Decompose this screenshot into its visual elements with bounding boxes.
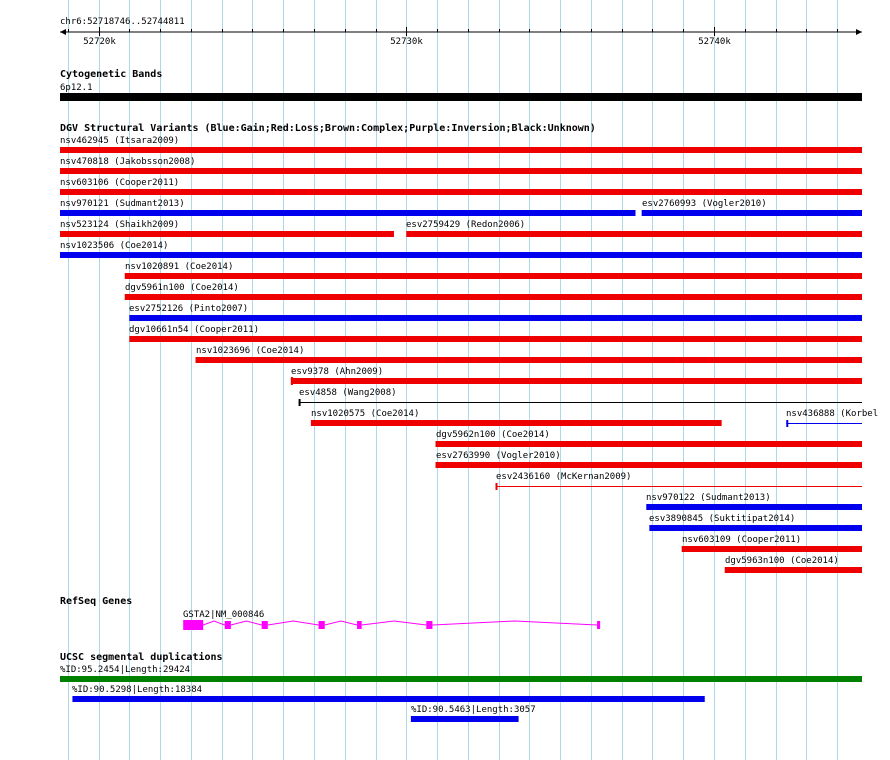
cytoband-label: 6p12.1	[60, 83, 93, 93]
gene-intron	[231, 621, 262, 625]
dgv-variant-label: nsv462945 (Itsara2009)	[60, 136, 180, 146]
gene-intron	[325, 621, 357, 625]
gene-exon	[183, 620, 203, 630]
dgv-variant-bar[interactable]	[60, 168, 862, 174]
coordinate-range-label: chr6:52718746..52744811	[60, 17, 185, 27]
dgv-variant-label: nsv603109 (Cooper2011)	[682, 535, 802, 545]
dgv-variant-label: dgv5963n100 (Coe2014)	[725, 556, 839, 566]
dgv-variant[interactable]	[60, 136, 862, 153]
gene-features	[183, 610, 600, 630]
dgv-variant-bar[interactable]	[406, 231, 862, 237]
dgv-variant-label: nsv1023696 (Coe2014)	[196, 346, 305, 356]
dgv-variant[interactable]	[60, 178, 862, 195]
segdup-feature[interactable]	[60, 665, 862, 682]
dgv-variant[interactable]	[406, 220, 862, 237]
segdup-features	[60, 665, 862, 722]
dgv-variant[interactable]	[129, 325, 862, 342]
cytogenetic-bands-track	[60, 68, 862, 101]
dgv-variant-label: dgv5961n100 (Coe2014)	[125, 283, 239, 293]
coordinate-ruler	[60, 17, 862, 47]
dgv-variant-bar[interactable]	[60, 189, 862, 195]
segdup-label: %ID:95.2454|Length:29424	[60, 665, 191, 675]
dgv-variant-bar[interactable]	[196, 357, 862, 363]
segdup-bar[interactable]	[72, 696, 704, 702]
dgv-variant[interactable]	[299, 388, 862, 406]
segdup-label: %ID:90.5298|Length:18384	[72, 685, 203, 695]
segmental-duplications-title: UCSC segmental duplications	[60, 652, 223, 663]
dgv-variant[interactable]	[786, 409, 878, 427]
dgv-variant-label: dgv10661n54 (Cooper2011)	[129, 325, 260, 335]
dgv-variant-label: nsv970122 (Sudmant2013)	[646, 493, 771, 503]
segmental-duplications-track	[60, 651, 862, 722]
ruler-right-arrow-icon	[856, 29, 862, 35]
gene-exon	[319, 621, 325, 629]
dgv-variant-bar[interactable]	[129, 315, 862, 321]
dgv-variant[interactable]	[649, 514, 862, 531]
dgv-variant-bar[interactable]	[125, 273, 862, 279]
dgv-variant[interactable]	[125, 262, 862, 279]
ruler-tick-label: 52740k	[698, 37, 731, 47]
dgv-variant-bar[interactable]	[436, 441, 862, 447]
dgv-variant-label: esv2759429 (Redon2006)	[406, 220, 526, 230]
refseq-genes-title: RefSeq Genes	[60, 596, 133, 607]
gene-exon	[262, 621, 268, 629]
dgv-variant-line[interactable]	[786, 423, 862, 424]
cytoband-bar[interactable]	[60, 93, 862, 101]
ruler-left-arrow-icon	[60, 29, 66, 35]
dgv-structural-variants-track	[60, 122, 878, 573]
dgv-variant-label: esv2763990 (Vogler2010)	[436, 451, 561, 461]
gene-exon	[357, 621, 362, 629]
dgv-variant-line[interactable]	[496, 486, 862, 487]
dgv-variant[interactable]	[436, 451, 862, 468]
dgv-variant-bar[interactable]	[725, 567, 862, 573]
dgv-variant[interactable]	[725, 556, 862, 573]
dgv-variant-label: nsv436888 (Korbel	[786, 409, 879, 419]
dgv-variant[interactable]	[682, 535, 862, 552]
dgv-variant-bar[interactable]	[436, 462, 862, 468]
dgv-variant[interactable]	[436, 430, 862, 447]
dgv-variant-bar[interactable]	[311, 420, 722, 426]
dgv-variant-label: nsv1023506 (Coe2014)	[60, 241, 169, 251]
segdup-feature[interactable]	[411, 705, 536, 722]
dgv-variant[interactable]	[125, 283, 862, 300]
gene-label: GSTA2|NM_000846	[183, 610, 265, 620]
segdup-bar[interactable]	[411, 716, 519, 722]
dgv-variant-line[interactable]	[299, 402, 862, 403]
dgv-variant-bar[interactable]	[60, 231, 394, 237]
dgv-variant-bar[interactable]	[646, 504, 862, 510]
dgv-variant-label: esv2760993 (Vogler2010)	[642, 199, 767, 209]
dgv-track-title: DGV Structural Variants (Blue:Gain;Red:Loss;Brown:Complex;Purple:Inversion;Black:Unknown)	[60, 123, 596, 134]
dgv-variant-label: nsv970121 (Sudmant2013)	[60, 199, 185, 209]
dgv-variant-label: nsv523124 (Shaikh2009)	[60, 220, 180, 230]
gene-model[interactable]	[183, 610, 600, 630]
dgv-variant[interactable]	[60, 241, 862, 258]
dgv-variant-label: esv9378 (Ahn2009)	[291, 367, 384, 377]
dgv-variant[interactable]	[60, 199, 636, 216]
dgv-variant-label: esv2436160 (McKernan2009)	[496, 472, 632, 482]
dgv-variant[interactable]	[196, 346, 862, 363]
dgv-variant-start-tick	[786, 420, 788, 427]
dgv-variant[interactable]	[646, 493, 862, 510]
dgv-variant-label: esv2752126 (Pinto2007)	[129, 304, 249, 314]
refseq-genes-track	[60, 596, 600, 630]
dgv-variant[interactable]	[311, 409, 722, 426]
dgv-variant[interactable]	[129, 304, 862, 321]
gene-exon	[426, 621, 432, 629]
gene-exon	[597, 621, 600, 629]
ruler-ticks	[69, 27, 838, 47]
dgv-variant-start-tick	[496, 483, 498, 490]
gene-intron	[432, 621, 597, 625]
ruler-tick-label: 52730k	[390, 37, 423, 47]
gene-exon	[225, 621, 231, 629]
dgv-variant[interactable]	[496, 472, 862, 490]
dgv-variant-label: esv3890845 (Suktitipat2014)	[649, 514, 796, 524]
dgv-variant-label: nsv1020575 (Coe2014)	[311, 409, 420, 419]
dgv-variant-start-tick	[299, 399, 301, 406]
dgv-variant[interactable]	[60, 157, 862, 174]
segdup-bar[interactable]	[60, 676, 862, 682]
dgv-variant-start-tick	[291, 377, 293, 385]
cytogenetic-bands-title: Cytogenetic Bands	[60, 69, 163, 80]
dgv-variant-bar[interactable]	[649, 525, 862, 531]
segdup-feature[interactable]	[72, 685, 705, 702]
dgv-features	[60, 136, 878, 573]
dgv-variant-label: nsv1020891 (Coe2014)	[125, 262, 234, 272]
dgv-variant-bar[interactable]	[60, 147, 862, 153]
dgv-variant[interactable]	[642, 199, 862, 216]
segdup-label: %ID:90.5463|Length:3057	[411, 705, 536, 715]
dgv-variant-label: esv4858 (Wang2008)	[299, 388, 397, 398]
ruler-tick-label: 52720k	[83, 37, 116, 47]
gene-intron	[203, 621, 225, 625]
dgv-variant-bar[interactable]	[60, 210, 636, 216]
dgv-variant[interactable]	[60, 220, 394, 237]
gene-intron	[362, 621, 427, 625]
dgv-variant-bar[interactable]	[129, 336, 862, 342]
dgv-variant-bar[interactable]	[60, 252, 862, 258]
dgv-variant-label: nsv603106 (Cooper2011)	[60, 178, 180, 188]
dgv-variant-label: nsv470818 (Jakobsson2008)	[60, 157, 196, 167]
dgv-variant-bar[interactable]	[125, 294, 862, 300]
gene-intron	[268, 621, 319, 625]
dgv-variant-bar[interactable]	[291, 378, 862, 384]
dgv-variant-bar[interactable]	[682, 546, 862, 552]
dgv-variant-bar[interactable]	[642, 210, 862, 216]
dgv-variant-label: dgv5962n100 (Coe2014)	[436, 430, 550, 440]
